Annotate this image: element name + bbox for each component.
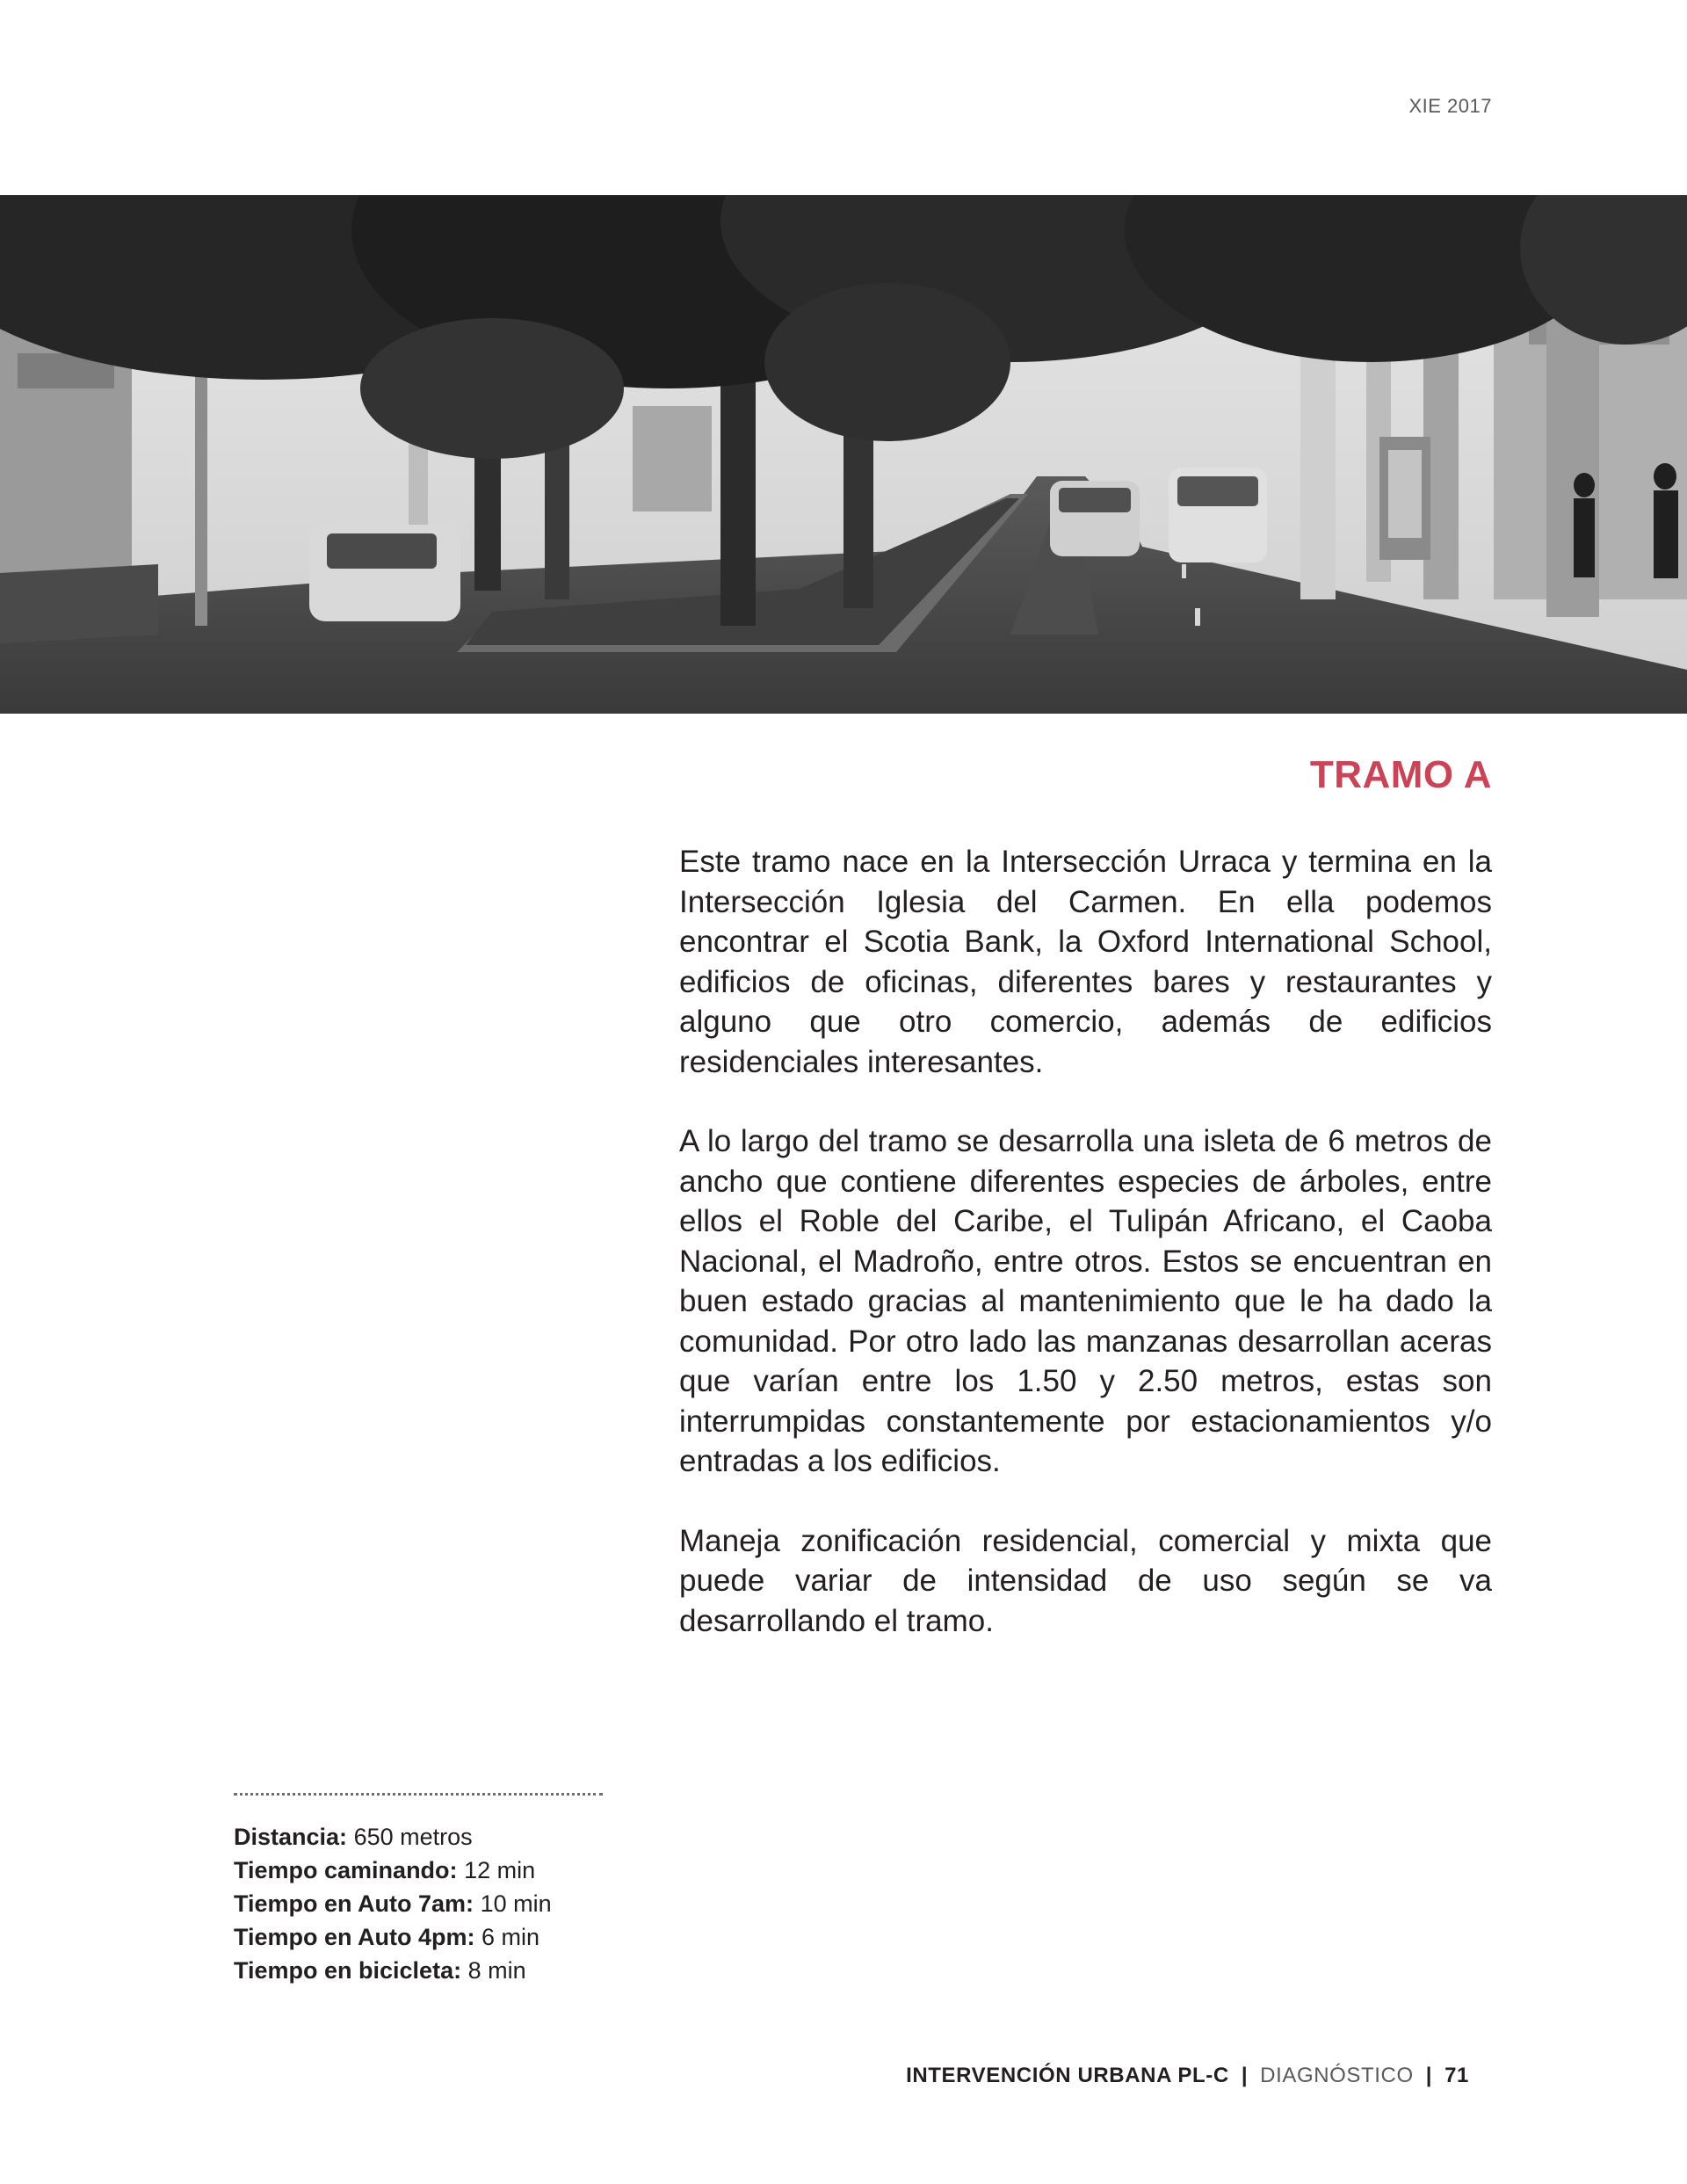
header-code: XIE 2017: [1408, 95, 1492, 117]
stat-value: 12 min: [464, 1857, 536, 1883]
body-text: [679, 842, 1492, 1680]
footer-project: INTERVENCIÓN URBANA PL-C: [906, 2064, 1229, 2087]
footer-section: DIAGNÓSTICO: [1260, 2064, 1414, 2087]
footer-separator: |: [1241, 2064, 1249, 2087]
section-title: TRAMO A: [1309, 753, 1492, 796]
stat-car-4pm: [234, 1920, 603, 1954]
page-number: 71: [1444, 2064, 1469, 2087]
stat-value: 10 min: [480, 1890, 552, 1917]
page-footer: [906, 2064, 1469, 2088]
street-photo: [0, 195, 1687, 714]
body-paragraph: Maneja zonificación residencial, comercial y mixta que puede variar de intensidad de uso según se va desarrollando el tramo.: [679, 1523, 1492, 1638]
body-paragraph: Este tramo nace en la Intersección Urraca y termina en la Intersección Iglesia del Carmen. En ella podemos encontrar el Scotia Bank, la Oxford International School, edificios de oficinas, diferentes bares y restaurantes y alguno que otro comercio, además de edificios residenciales interesantes.: [679, 845, 1492, 1079]
route-stats: [234, 1793, 603, 1987]
stat-distance: [234, 1820, 603, 1854]
stat-label: Tiempo en bicicleta:: [234, 1957, 462, 1984]
stat-walking: [234, 1854, 603, 1887]
stat-label: Distancia:: [234, 1824, 348, 1850]
body-paragraph: A lo largo del tramo se desarrolla una isleta de 6 metros de ancho que contiene diferentes especies de árboles, entre ellos el Roble del Caribe, el Tulipán Africano, el Caoba Nacional, el Madroño, entre otros. Estos se encuentran en buen estado gracias al mantenimiento que le ha dado la comunidad. Por otro lado las manzanas desarrollan aceras que varían entre los 1.50 y 2.50 metros, estas son interrumpidas constantemente por estacionamientos y/o entradas a los edificios.: [679, 1124, 1492, 1478]
stat-value: 8 min: [467, 1957, 526, 1984]
dotted-divider: [234, 1793, 603, 1796]
stat-label: Tiempo en Auto 7am:: [234, 1890, 474, 1917]
stat-label: Tiempo en Auto 4pm:: [234, 1924, 475, 1950]
stat-value: 6 min: [481, 1924, 540, 1950]
stat-bicycle: [234, 1954, 603, 1987]
footer-separator: |: [1425, 2064, 1433, 2087]
stat-value: 650 metros: [353, 1824, 473, 1850]
stat-label: Tiempo caminando:: [234, 1857, 458, 1883]
stat-car-7am: [234, 1887, 603, 1920]
